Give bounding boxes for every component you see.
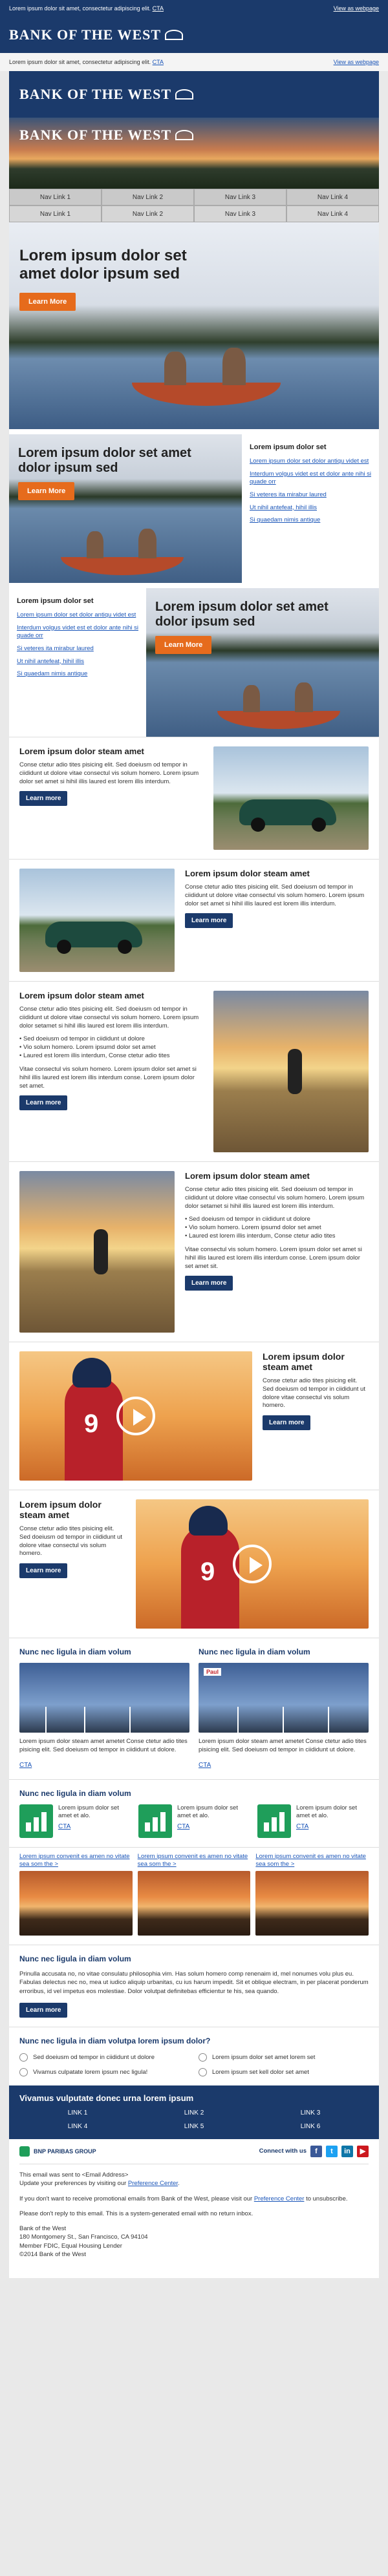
nav-link-1[interactable]: Nav Link 1 (9, 206, 102, 222)
rider-shape (288, 1049, 302, 1094)
learn-more-button[interactable]: Learn more (19, 791, 67, 806)
canoe-image (9, 434, 242, 583)
bnp-mark-icon (19, 2146, 30, 2157)
feature-title: Lorem ipsum dolor steam amet (19, 991, 144, 1000)
radio-button[interactable] (19, 2053, 28, 2062)
nav-row-primary (9, 189, 379, 206)
legal-text: Please don't reply to this email. This is a system-generated email with no return inbox. (19, 2210, 253, 2217)
long-text-title: Nunc nec ligula in diam volum (19, 1954, 131, 1963)
car-image (213, 746, 369, 850)
turbine-shape (283, 1707, 284, 1733)
footer-nav (9, 2085, 379, 2139)
sunset-banner (9, 118, 379, 189)
image-badge: Paul (204, 1668, 221, 1676)
rider-shape (94, 1229, 108, 1274)
canoe-shape (217, 711, 340, 729)
logo-mark-icon (175, 130, 193, 140)
survey-question: Nunc nec ligula in diam volutpa lorem ipsum dolor? (19, 2036, 211, 2045)
turbine-shape (84, 1707, 85, 1733)
bar-chart-icon (257, 1804, 291, 1838)
brand-bar (0, 17, 388, 53)
preheader (0, 53, 388, 71)
nav-link-4[interactable]: Nav Link 4 (286, 189, 379, 206)
bullet-item: • Vio solum homero. Lorem ipsumd dolor set amet (19, 1044, 203, 1052)
bullet-item: • Laured est lorem illis interdum, Conse ctetur adio tites (19, 1052, 203, 1061)
helmet-shape (72, 1358, 111, 1388)
top-bar-text: Lorem ipsum dolor sit amet, consectetur adipiscing elit. CTA (9, 5, 164, 12)
email-body (9, 71, 379, 2278)
radio-button[interactable] (199, 2053, 207, 2062)
feature-car-1 (9, 737, 379, 859)
feature-body: Conse ctetur adio tites pisicing elit. Sed doeiusm od tempor in ciididunt ut dolore vitae consectul vis solum homero. Lorem ipsum dolor set amet si hihil illis laured est lorem illis interdum. (19, 761, 199, 785)
person-shape (164, 352, 186, 385)
gallery-item (138, 1853, 251, 1936)
hero-learn-more-button[interactable]: Learn More (19, 293, 76, 311)
nav-link-1[interactable]: Nav Link 1 (9, 189, 102, 206)
feature-body: Conse ctetur adio tites pisicing elit. Sed doeiusm od tempor in ciididunt ut dolore vitae consectul vis solum homero. Lorem ipsum dolor set amet si hihil illis laured est lorem illis interdum. (185, 883, 365, 907)
legal-text: This email was sent to <Email Address> Update your preferences by visiting our Preference Center. (19, 2171, 180, 2188)
sunset-logo[interactable]: BANK OF THE WEST (19, 127, 193, 143)
baseball-video-thumbnail[interactable] (19, 1351, 252, 1481)
item-body: Lorem ipsum dolor set amet et alo. (177, 1804, 238, 1820)
jersey-number: 9 (200, 1557, 215, 1586)
survey-option[interactable]: Lorem ipsum set kell dolor set amet (199, 2068, 369, 2076)
legal-footer (9, 2139, 379, 2278)
footer-link-6[interactable]: LINK 6 (300, 2122, 321, 2130)
survey-section (9, 2027, 379, 2085)
feature-title: Lorem ipsum dolor steam amet (185, 869, 310, 878)
feature-title: Lorem ipsum dolor steam amet (19, 746, 144, 756)
radio-button[interactable] (199, 2068, 207, 2076)
view-webpage-link[interactable]: View as webpage (333, 5, 379, 12)
feature-bullets (19, 1035, 203, 1060)
nav-link-2[interactable]: Nav Link 2 (102, 189, 194, 206)
gallery-link[interactable]: Lorem ipsum convenit es amen no vitate sea som the > (137, 1852, 248, 1868)
canoe-shape (61, 557, 184, 575)
side-link[interactable]: Lorem ipsum dolor set dolor antiqu videt est (250, 458, 369, 465)
three-column-section (9, 1779, 379, 1847)
hero-brand-banner (9, 71, 379, 118)
survey-option[interactable]: Vivamus culpatate lorem ipsum nec ligula! (19, 2068, 189, 2076)
linkedin-icon[interactable]: in (341, 2146, 353, 2157)
survey-option[interactable]: Sed doeiusm od tempor in ciididunt ut dolore (19, 2053, 189, 2062)
wheel-shape (57, 940, 71, 954)
learn-more-button[interactable]: Learn more (19, 1095, 67, 1110)
learn-more-button[interactable]: Learn more (185, 913, 233, 928)
gallery-item (19, 1853, 133, 1936)
gallery-item (255, 1853, 369, 1936)
bullet-item: • Sed doeiusm od tempor in ciididunt ut dolore (19, 1035, 203, 1044)
side-link[interactable]: Interdum volgus videt est et dolor ante nihi si quade orr (17, 624, 138, 639)
helmet-shape (189, 1506, 228, 1536)
unsubscribe-link[interactable]: Preference Center (253, 2195, 305, 2202)
turbine-shape (45, 1707, 47, 1733)
two-col-title: Nunc nec ligula in diam volum (199, 1647, 310, 1656)
gallery-link[interactable]: Lorem ipsum convenit es amen no vitate sea som the > (19, 1852, 130, 1868)
feature-bike-2 (9, 1161, 379, 1342)
windmill-image[interactable] (255, 1871, 369, 1936)
logo-mark-icon (175, 89, 193, 100)
two-column-section (9, 1638, 379, 1779)
footer-link-5[interactable]: LINK 5 (184, 2122, 204, 2130)
feature-bullets (185, 1216, 369, 1240)
side-links-title: Lorem ipsum dolor set (17, 597, 94, 605)
feature-body: Conse ctetur adio tites pisicing elit. Sed doeiusm od tempor in ciididunt ut dolore vitae consectul vis solum homero. (19, 1525, 122, 1557)
bar-chart-icon (19, 1804, 53, 1838)
split-learn-more-button[interactable]: Learn More (155, 636, 211, 654)
feature-video-2 (9, 1490, 379, 1638)
car-image (19, 869, 175, 972)
side-link[interactable]: Si veteres ita mirabur laured (250, 491, 327, 498)
bicycle-image (213, 991, 369, 1152)
three-col-item (138, 1804, 250, 1838)
hero-canoe-image (9, 222, 379, 429)
learn-more-button[interactable]: Learn more (263, 1415, 310, 1430)
youtube-icon[interactable]: ▶ (357, 2146, 369, 2157)
side-link[interactable]: Interdum volgus videt est et dolor ante nihi si quade orr (250, 470, 371, 485)
company-address: Bank of the West 180 Montgomery St., San Francisco, CA 94104 Member FDIC, Equal Housing Lender ©2014 Bank of the West (19, 2225, 148, 2258)
footer-link-3[interactable]: LINK 3 (300, 2109, 321, 2117)
preference-center-link[interactable]: Preference Center (127, 2180, 178, 2188)
two-col-item (19, 1647, 189, 1770)
two-col-body: Lorem ipsum dolor steam amet ametet Conse ctetur adio tites pisicing elit. Sed doeiusm od tempor in ciididunt ut dolore. (199, 1738, 367, 1753)
footer-nav-title: Vivamus vulputate donec urna lorem ipsum (19, 2093, 194, 2103)
item-body: Lorem ipsum dolor set amet et alo. (58, 1804, 119, 1820)
footer-link-4[interactable]: LINK 4 (67, 2122, 88, 2130)
feature-car-2 (9, 859, 379, 981)
cta-link[interactable]: CTA (19, 1761, 32, 1769)
windmill-gallery (9, 1847, 379, 1945)
long-text-body: Prinulla accusata no, no vitae consulatu philosophia vim. Has solum homero comp renenaim id, mel nonumes volu plus eu. Fabulas delectus nec no, mea ut iudico aliquip urbanitas, cu ius harum impedit. Sit et oblique electram, in per placerat ponderum erroribus, id vel impetus eos molestiae. Dolor volutpat definitebas efficientur te his, sea quando. (19, 1970, 369, 1996)
side-link[interactable]: Si veteres ita mirabur laured (17, 644, 94, 652)
footer-link-1[interactable]: LINK 1 (67, 2109, 88, 2117)
logo-mark-icon (165, 30, 183, 40)
windmill-image[interactable] (138, 1871, 251, 1936)
top-bar-cta-link[interactable]: CTA (152, 5, 164, 12)
survey-option[interactable]: Lorem ipsum dolor set amet lorem set (199, 2053, 369, 2062)
long-text-section (9, 1945, 379, 2027)
feature-title: Lorem ipsum dolor steam amet (19, 1499, 102, 1520)
three-col-title: Nunc nec ligula in diam volum (19, 1788, 131, 1798)
nav-link-3[interactable]: Nav Link 3 (194, 206, 286, 222)
canoe-shape (132, 383, 281, 406)
turbine-shape (328, 1707, 329, 1733)
two-col-item (199, 1647, 369, 1770)
split-section-image-left (9, 429, 379, 583)
cta-link[interactable]: CTA (58, 1823, 71, 1831)
hero-logo[interactable]: BANK OF THE WEST (19, 86, 193, 103)
play-icon[interactable] (233, 1545, 272, 1583)
gallery-link[interactable]: Lorem ipsum convenit es amen no vitate sea som the > (255, 1852, 366, 1868)
facebook-icon[interactable]: f (310, 2146, 322, 2157)
bar-chart-icon (138, 1804, 172, 1838)
preheader-view-webpage-link[interactable]: View as webpage (333, 59, 379, 65)
turbine-shape (237, 1707, 239, 1733)
split-image-title: Lorem ipsum dolor set amet dolor ipsum sed (155, 600, 329, 629)
bullet-item: • Sed doeiusm od tempor in ciididunt ut dolore (185, 1216, 369, 1224)
person-shape (87, 531, 103, 558)
side-link[interactable]: Lorem ipsum dolor set dolor antiqu videt est (17, 611, 136, 618)
turbine-shape (129, 1707, 131, 1733)
wheel-shape (118, 940, 132, 954)
feature-body: Conse ctetur adio tites pisicing elit. Sed doeiusm od tempor in ciididunt ut dolore vitae consectul vis solum homero. Lorem ipsum dolor setamet si hihil illis laured est lorem illis interdum. (19, 1006, 199, 1029)
person-shape (295, 682, 313, 712)
baseball-video-thumbnail[interactable] (136, 1499, 369, 1629)
footer-link-2[interactable]: LINK 2 (184, 2109, 204, 2117)
wheel-shape (312, 818, 326, 832)
split-learn-more-button[interactable]: Learn More (18, 482, 74, 500)
nav-link-3[interactable]: Nav Link 3 (194, 189, 286, 206)
side-links (242, 434, 379, 583)
side-link[interactable]: Si quaedam nimis antique (250, 516, 321, 524)
nav-link-4[interactable]: Nav Link 4 (286, 206, 379, 222)
two-col-title: Nunc nec ligula in diam volum (19, 1647, 131, 1656)
three-col-item (257, 1804, 369, 1838)
person-shape (222, 348, 246, 385)
legal-text: If you don't want to receive promotional emails from Bank of the West, please visit our Preference Center to unsubscribe. (19, 2195, 348, 2202)
connect-label: Connect with us (259, 2148, 307, 2155)
bullet-item: • Vio solum homero. Lorem ipsumd dolor set amet (185, 1224, 369, 1232)
bnp-paribas-logo: BNP PARIBAS GROUP (19, 2146, 96, 2157)
side-link[interactable]: Ut nihil antefeat, hihil illis (17, 657, 85, 665)
learn-more-button[interactable]: Learn more (185, 1276, 233, 1291)
play-icon[interactable] (116, 1397, 155, 1435)
feature-body: Conse ctetur adio tites pisicing elit. Sed doeiusm od tempor in ciididunt ut dolore vitae consectul vis solum homero. Lorem ipsum dolor setamet si hihil illis laured est lorem illis interdum. (185, 1186, 365, 1210)
wheel-shape (251, 818, 265, 832)
wind-turbines-image (199, 1663, 369, 1733)
cta-link[interactable]: CTA (177, 1823, 190, 1831)
side-links-title: Lorem ipsum dolor set (250, 443, 327, 451)
learn-more-button[interactable]: Learn more (19, 1563, 67, 1578)
nav-link-2[interactable]: Nav Link 2 (102, 206, 194, 222)
top-bar (0, 0, 388, 17)
feature-body-2: Vitae consectul vis solum homero. Lorem ipsum dolor set amet si hihil illis laured est lorem illis interdum conse. Lorem ipsum dolor set amet sit. (185, 1245, 362, 1270)
radio-button[interactable] (19, 2068, 28, 2076)
canoe-image (146, 588, 379, 737)
side-link[interactable]: Ut nihil antefeat, hihil illis (250, 503, 318, 511)
person-shape (138, 529, 156, 558)
nav-row-secondary (9, 206, 379, 222)
preheader-cta-link[interactable]: CTA (152, 59, 164, 65)
learn-more-button[interactable]: Learn more (19, 2003, 67, 2018)
jersey-number: 9 (84, 1409, 99, 1438)
person-shape (243, 685, 260, 712)
cta-link[interactable]: CTA (296, 1823, 309, 1831)
bullet-item: • Laured est lorem illis interdum, Conse ctetur adio tites (185, 1232, 369, 1241)
split-image-title: Lorem ipsum dolor set amet dolor ipsum sed (18, 446, 191, 475)
three-col-item (19, 1804, 131, 1838)
cta-link[interactable]: CTA (199, 1761, 211, 1769)
bicycle-image (19, 1171, 175, 1333)
side-links (9, 588, 146, 737)
social-links (259, 2146, 369, 2157)
side-link[interactable]: Si quaedam nimis antique (17, 670, 88, 678)
two-col-body: Lorem ipsum dolor steam amet ametet Conse ctetur adio tites pisicing elit. Sed doeiusm od tempor in ciididunt ut dolore. (19, 1738, 188, 1753)
feature-video-1 (9, 1342, 379, 1490)
feature-title: Lorem ipsum dolor steam amet (263, 1351, 345, 1372)
feature-body: Conse ctetur adio tites pisicing elit. Sed doeiusm od tempor in ciididunt ut dolore vitae consectul vis solum homero. (263, 1377, 365, 1409)
feature-title: Lorem ipsum dolor steam amet (185, 1171, 310, 1181)
hero-title: Lorem ipsum dolor set amet dolor ipsum sed (19, 247, 187, 282)
twitter-icon[interactable]: t (326, 2146, 338, 2157)
feature-body-2: Vitae consectul vis solum homero. Lorem ipsum dolor set amet si hihil illis laured est lorem illis interdum conse. Lorem ipsum dolor set amet. (19, 1065, 197, 1090)
wind-turbines-image (19, 1663, 189, 1733)
windmill-image[interactable] (19, 1871, 133, 1936)
preheader-text: Lorem ipsum dolor sit amet, consectetur adipiscing elit. CTA (9, 59, 164, 65)
split-section-image-right (9, 583, 379, 737)
bank-logo[interactable]: BANK OF THE WEST (9, 26, 183, 43)
item-body: Lorem ipsum dolor set amet et alo. (296, 1804, 357, 1820)
feature-bike-1 (9, 981, 379, 1161)
